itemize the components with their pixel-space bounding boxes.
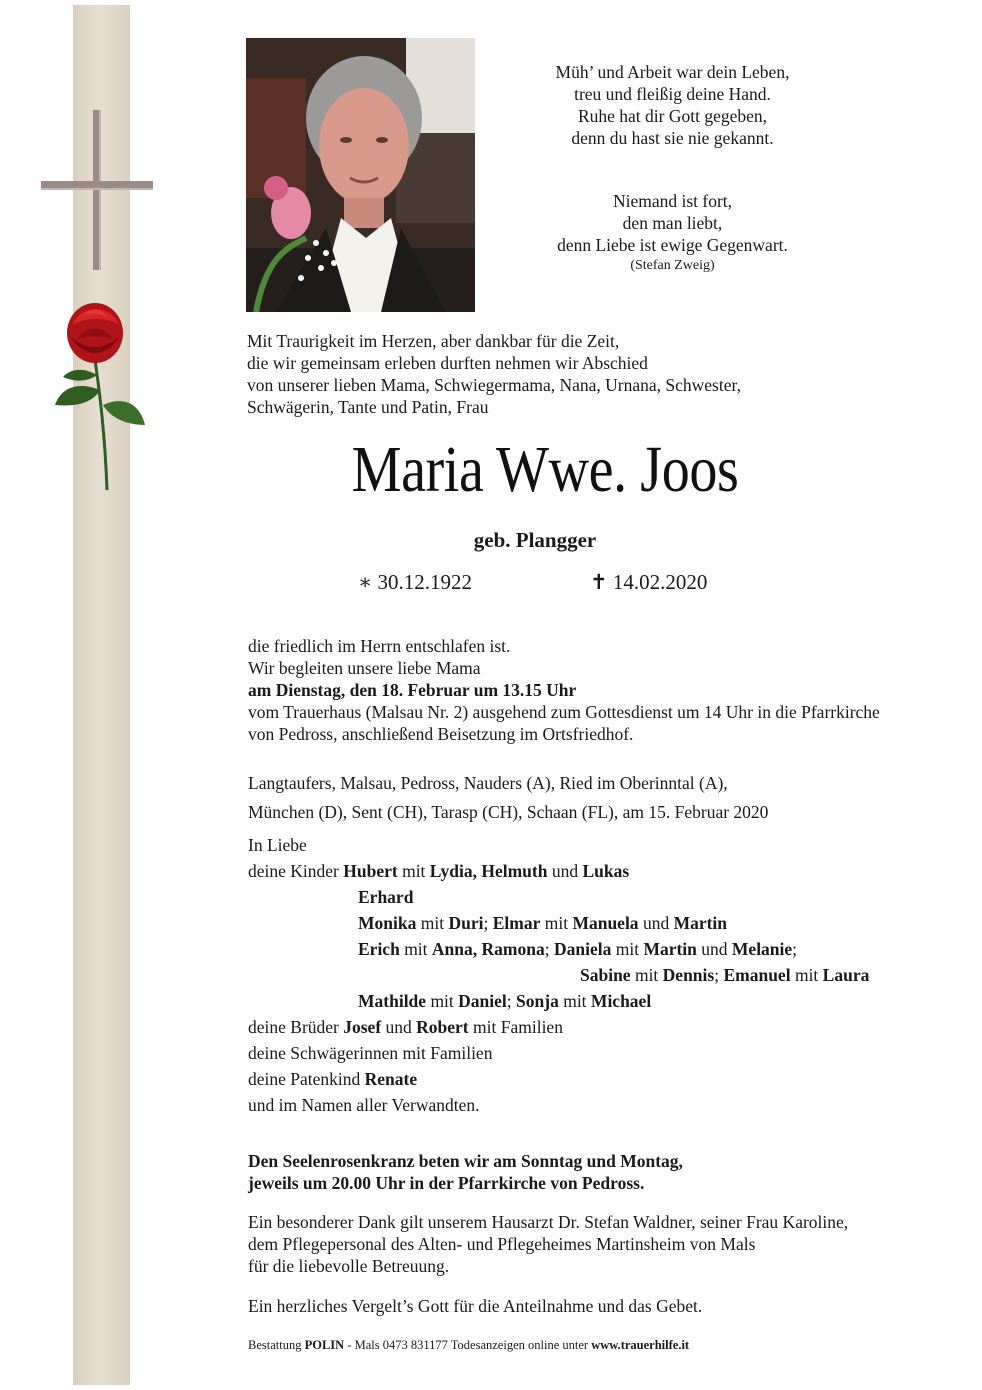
thanks-line: dem Pflegepersonal des Alten- und Pflegeheimes Martinsheim von Mals — [248, 1234, 756, 1254]
family-name: Melanie — [731, 939, 793, 959]
footer — [248, 1337, 689, 1353]
footer-text: Bestattung — [248, 1338, 305, 1352]
family-name: Duri — [448, 913, 484, 933]
poem-line: denn du hast sie nie gekannt. — [571, 128, 774, 148]
rosary-notice — [248, 1150, 948, 1194]
death-cross-icon: ✝ — [590, 570, 608, 594]
funeral-line: Wir begleiten unsere liebe Mama — [248, 658, 481, 678]
family-text: und — [547, 861, 583, 881]
family-text: mit — [426, 991, 459, 1011]
family-text: mit Familien — [468, 1017, 563, 1037]
funeral-line: vom Trauerhaus (Malsau Nr. 2) ausgehend zum Gottesdienst um 14 Uhr in die Pfarrkirche — [248, 702, 880, 722]
places-line: München (D), Sent (CH), Tarasp (CH), Schaan (FL), am 15. Februar 2020 — [248, 802, 769, 822]
rosary-line: Den Seelenrosenkranz beten wir am Sonntag und Montag, — [248, 1151, 683, 1171]
rosary-line: jeweils um 20.00 Uhr in der Pfarrkirche von Pedross. — [248, 1173, 645, 1193]
quote-line: denn Liebe ist ewige Gegenwart. — [557, 235, 788, 255]
family-text: deine Schwägerinnen mit Familien — [248, 1043, 493, 1063]
poem-line: treu und fleißig deine Hand. — [574, 84, 771, 104]
birth-date-value: 30.12.1922 — [377, 570, 473, 594]
family-name: Martin — [673, 913, 728, 933]
family-row — [248, 1043, 492, 1064]
rose-icon — [55, 295, 150, 495]
family-name: Anna, Ramona — [431, 939, 545, 959]
deceased-name: Maria Wwe. Joos — [351, 433, 739, 506]
thanks-line: Ein besonderer Dank gilt unserem Hausarzt Dr. Stefan Waldner, seiner Frau Karoline, — [248, 1212, 849, 1232]
family-name: Monika — [358, 913, 417, 933]
family-name: Elmar — [492, 913, 541, 933]
family-name: Robert — [416, 1017, 469, 1037]
family-text: mit — [540, 913, 573, 933]
family-text: und — [381, 1017, 417, 1037]
family-row — [358, 991, 651, 1012]
family-text: mit — [397, 861, 430, 881]
funeral-date: am Dienstag, den 18. Februar um 13.15 Uhr — [248, 680, 577, 700]
quote-line: Niemand ist fort, — [612, 191, 733, 211]
family-text: und im Namen aller Verwandten. — [248, 1095, 480, 1115]
family-row — [358, 887, 413, 908]
cross-icon-vertical — [93, 110, 99, 270]
family-text: und — [638, 913, 674, 933]
family-text: ; — [792, 939, 798, 959]
family-name: Manuela — [572, 913, 639, 933]
intro-line: die wir gemeinsam erleben durften nehmen wir Abschied — [247, 353, 648, 373]
family-name: Daniela — [553, 939, 612, 959]
family-text: ; — [544, 939, 554, 959]
family-text: mit — [790, 965, 823, 985]
thanks-line: für die liebevolle Betreuung. — [248, 1256, 450, 1276]
funeral-line: von Pedross, anschließend Beisetzung im Ortsfriedhof. — [248, 724, 634, 744]
family-name: Emanuel — [723, 965, 791, 985]
family-text: und — [696, 939, 732, 959]
quote-line: den man liebt, — [622, 213, 723, 233]
family-name: Laura — [822, 965, 870, 985]
intro-line: Schwägerin, Tante und Patin, Frau — [247, 397, 489, 417]
poem-line: Ruhe hat dir Gott gegeben, — [577, 106, 768, 126]
family-name: Sonja — [516, 991, 559, 1011]
family-text: deine Kinder — [248, 861, 344, 881]
family-name: Lukas — [582, 861, 630, 881]
family-text: deine Brüder — [248, 1017, 344, 1037]
family-row — [358, 939, 797, 960]
family-text: ; — [714, 965, 724, 985]
website-link[interactable]: www.trauerhilfe.it — [591, 1338, 690, 1352]
family-name: Josef — [343, 1017, 382, 1037]
family-name: Sabine — [580, 965, 631, 985]
intro-line: von unserer lieben Mama, Schwiegermama, Nana, Urnana, Schwester, — [247, 375, 741, 395]
quote-source: (Stefan Zweig) — [630, 258, 715, 273]
family-text: ; — [483, 913, 493, 933]
family-name: Martin — [643, 939, 697, 959]
family-text: mit — [416, 913, 449, 933]
family-name: Hubert — [343, 861, 398, 881]
family-row — [358, 913, 727, 934]
family-text: mit — [630, 965, 663, 985]
decorative-stripe — [73, 5, 130, 1385]
family-text: mit — [399, 939, 432, 959]
death-date-value: 14.02.2020 — [612, 570, 708, 594]
family-name: Erhard — [358, 887, 414, 907]
intro-line: Mit Traurigkeit im Herzen, aber dankbar für die Zeit, — [247, 331, 620, 351]
birth-star-icon: ∗ — [358, 570, 373, 594]
footer-text: - Mals 0473 831177 Todesanzeigen online unter — [344, 1338, 592, 1352]
family-row — [248, 1069, 417, 1090]
funeral-home-name: POLIN — [304, 1338, 345, 1352]
family-name: Michael — [590, 991, 652, 1011]
family-row — [248, 861, 629, 882]
family-name: Dennis — [662, 965, 715, 985]
places-line: Langtaufers, Malsau, Pedross, Nauders (A), Ried im Oberinntal (A), — [248, 773, 728, 793]
cross-icon-horizontal — [41, 181, 153, 188]
thanks-text — [248, 1211, 948, 1277]
family-name: Lydia, Helmuth — [429, 861, 548, 881]
family-name: Daniel — [458, 991, 507, 1011]
family-heading: In Liebe — [248, 835, 307, 855]
poem-line: Müh’ und Arbeit war dein Leben, — [555, 62, 790, 82]
family-text: mit — [611, 939, 644, 959]
family-name: Erich — [358, 939, 400, 959]
family-row — [580, 965, 869, 986]
funeral-line: die friedlich im Herrn entschlafen ist. — [248, 636, 511, 656]
family-text: mit — [558, 991, 591, 1011]
family-text: ; — [506, 991, 517, 1011]
family-text: deine Patenkind — [248, 1069, 365, 1089]
family-row — [248, 1017, 563, 1038]
family-name: Renate — [364, 1069, 418, 1089]
family-row — [248, 1095, 479, 1116]
maiden-name: geb. Plangger — [473, 528, 597, 552]
family-name: Mathilde — [358, 991, 427, 1011]
closing-text: Ein herzliches Vergelt’s Gott für die Anteilnahme und das Gebet. — [248, 1296, 703, 1316]
